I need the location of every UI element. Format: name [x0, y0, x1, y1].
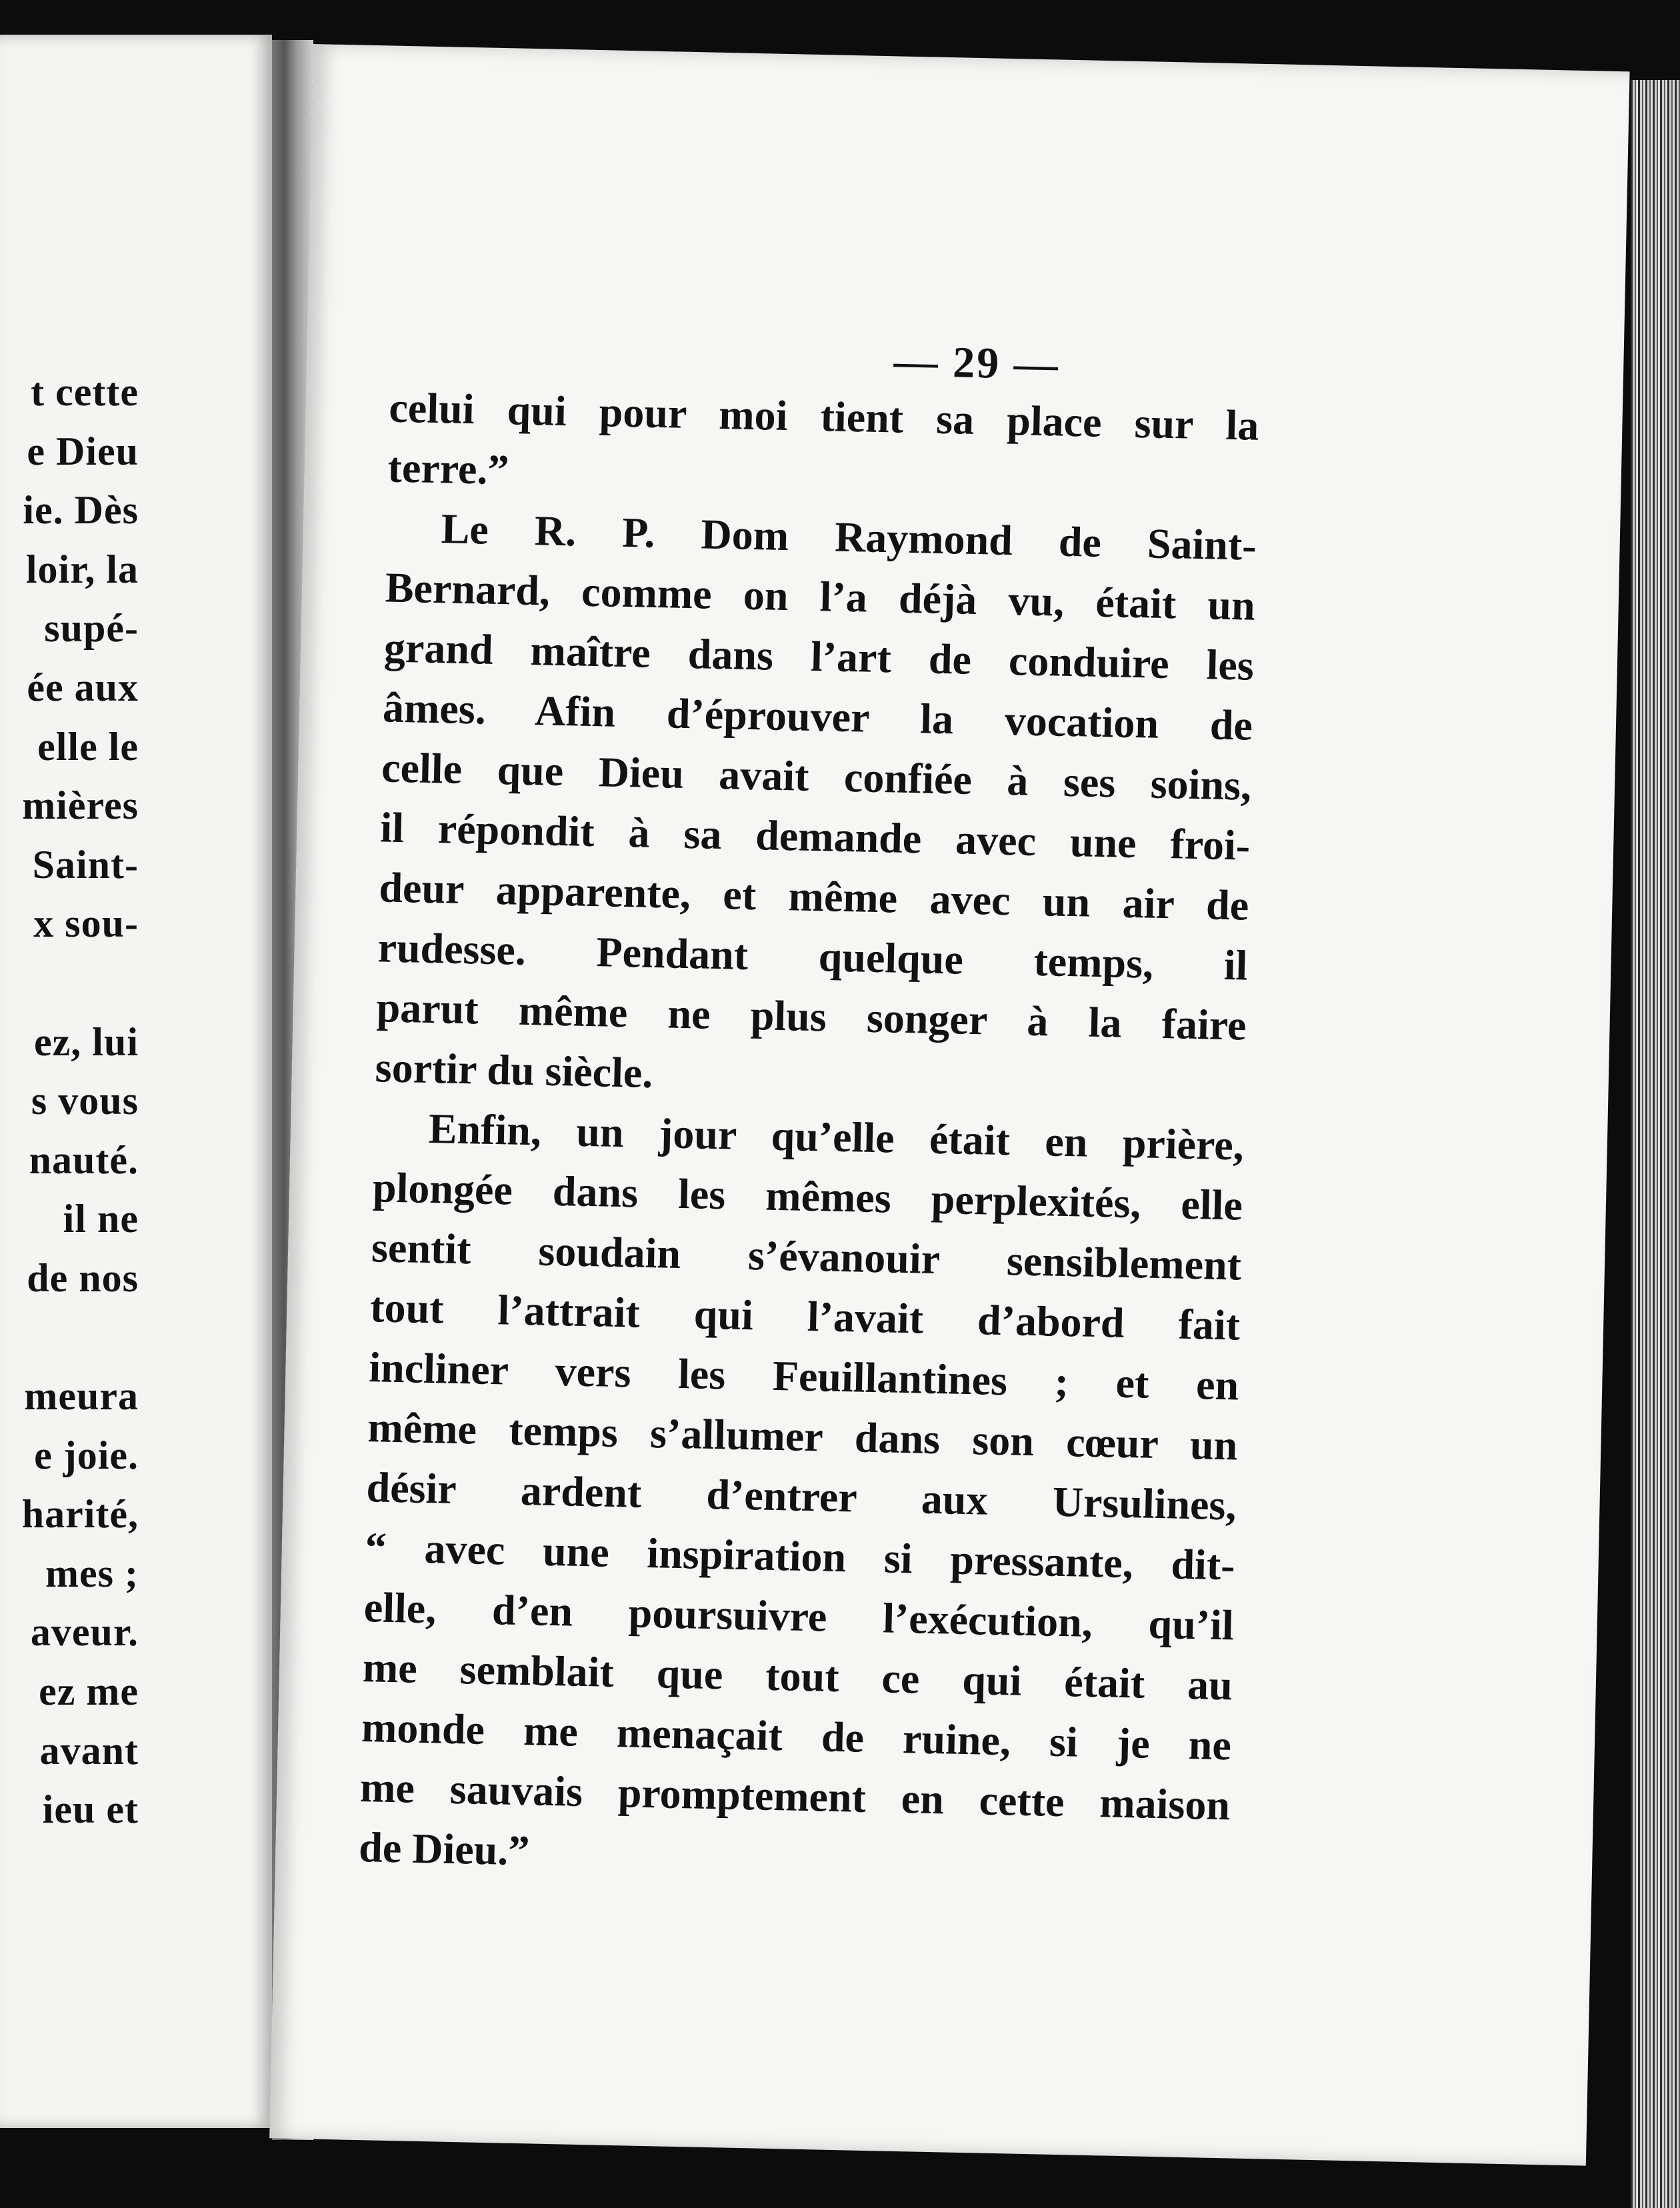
left-page-line: avant	[39, 1728, 139, 1773]
page-edges	[1631, 80, 1680, 2208]
text-line: sentit soudain s’évanouir sensiblement	[371, 1223, 1242, 1289]
left-page-line: nauté.	[29, 1137, 139, 1182]
text-line: Le R. P. Dom Raymond de Saint-	[441, 505, 1257, 569]
left-page-line: elle le	[37, 724, 139, 769]
left-page-line: harité,	[21, 1492, 139, 1537]
left-page-line: e Dieu	[27, 429, 139, 473]
text-line: terre.”	[387, 443, 510, 494]
text-line: monde me menaçait de ruine, si je ne	[361, 1703, 1232, 1769]
left-page-line: supé-	[44, 606, 139, 651]
left-page-line: il ne	[63, 1197, 139, 1241]
text-line: me semblait que tout ce qui était au	[362, 1643, 1233, 1709]
left-page-line: s vous	[31, 1079, 139, 1123]
text-line: deur apparente, et même avec un air de	[378, 863, 1249, 929]
text-line: “ avec une inspiration si pressante, dit-	[365, 1523, 1236, 1589]
text-line: il répondit à sa demande avec une froi-	[379, 803, 1251, 869]
text-line: rudesse. Pendant quelque temps, il	[377, 923, 1249, 989]
left-page-line	[0, 953, 139, 1013]
left-page-line: loir, la	[25, 547, 139, 591]
text-line: désir ardent d’entrer aux Ursulines,	[365, 1463, 1237, 1529]
text-line: celle que Dieu avait confiée à ses soins,	[381, 743, 1252, 809]
right-page	[269, 44, 1629, 2166]
left-page-line: t cette	[31, 370, 139, 414]
text-line: me sauvais promptement en cette maison	[359, 1763, 1231, 1829]
text-line: parut même ne plus songer à la faire	[376, 983, 1247, 1049]
left-page-line: de nos	[27, 1255, 139, 1300]
text-line: même temps s’allumer dans son cœur un	[367, 1403, 1239, 1469]
left-page-line: Saint-	[32, 842, 139, 887]
left-page-line: ieu et	[42, 1787, 139, 1832]
left-page	[0, 35, 272, 2128]
text-line: sortir du siècle.	[375, 1043, 654, 1097]
text-line: de Dieu.”	[358, 1823, 531, 1875]
left-page-line	[0, 1308, 139, 1367]
body-text	[358, 378, 1259, 1896]
left-page-line: x sou-	[33, 901, 139, 946]
left-page-line: ez, lui	[34, 1019, 139, 1064]
text-line: Bernard, comme on l’a déjà vu, était un	[385, 563, 1256, 629]
left-page-line: ez me	[39, 1669, 139, 1714]
text-line: incliner vers les Feuillantines ; et en	[368, 1343, 1239, 1409]
text-line: âmes. Afin d’éprouver la vocation de	[382, 683, 1253, 749]
left-page-line: ée aux	[27, 665, 139, 709]
left-page-line: mes ;	[45, 1551, 139, 1595]
text-line: elle, d’en poursuivre l’exécution, qu’il	[363, 1583, 1235, 1649]
left-page-line: mières	[22, 783, 139, 828]
left-page-text	[0, 363, 139, 1839]
page-number: — 29 —	[893, 337, 1061, 389]
text-line: Enfin, un jour qu’elle était en prière,	[428, 1104, 1245, 1169]
left-page-line: meura	[24, 1374, 139, 1419]
left-page-line: e joie.	[34, 1433, 139, 1477]
text-line: plongée dans les mêmes perplexités, elle	[372, 1163, 1243, 1229]
left-page-line: aveur.	[30, 1610, 139, 1655]
left-page-line: ie. Dès	[23, 488, 139, 533]
text-line: grand maître dans l’art de conduire les	[383, 623, 1255, 689]
text-line: tout l’attrait qui l’avait d’abord fait	[369, 1283, 1241, 1349]
text-line: celui qui pour moi tient sa place sur la	[388, 383, 1260, 449]
